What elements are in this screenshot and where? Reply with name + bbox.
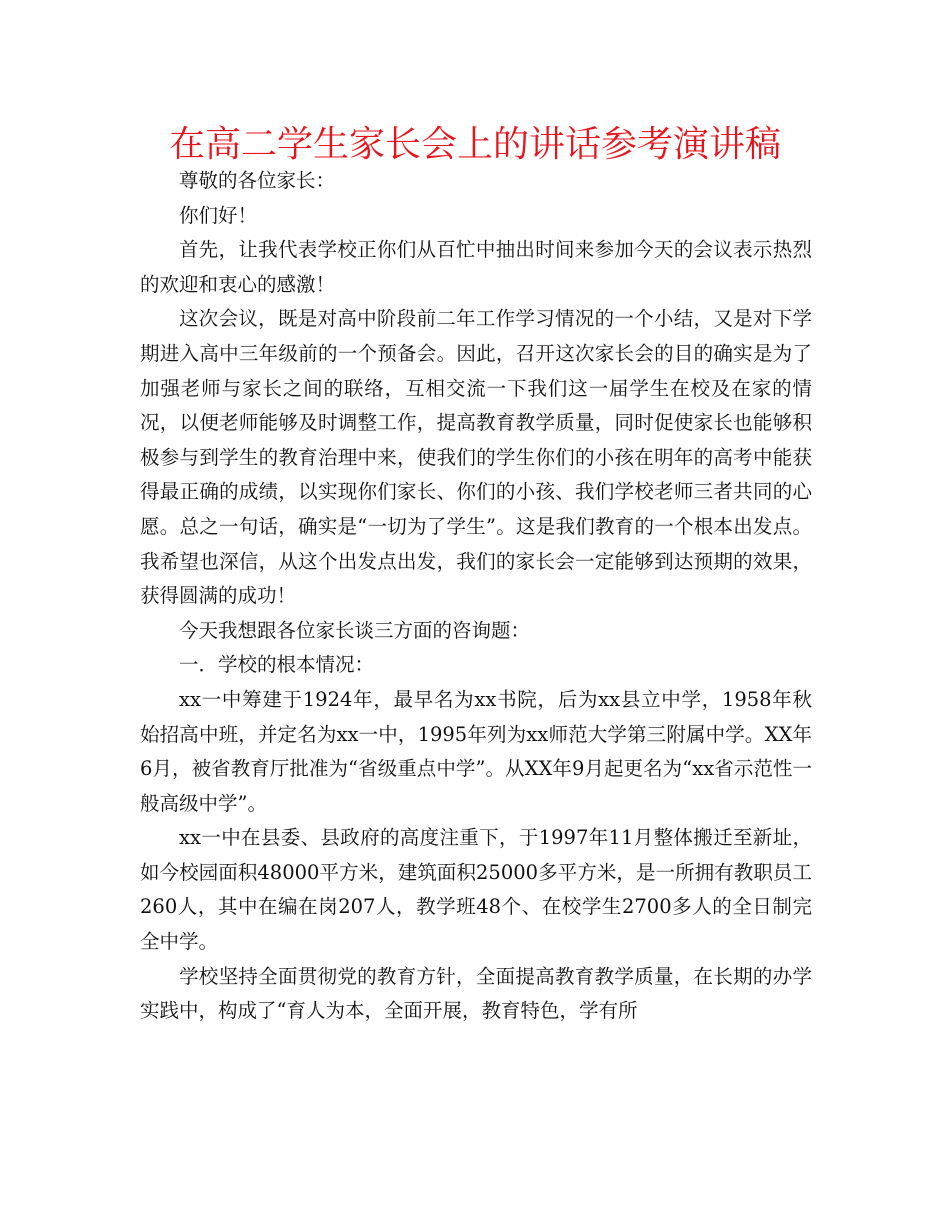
paragraph: xx一中在县委、县政府的高度注重下，于1997年11月整体搬迁至新址，如今校园面积48000平方米，建筑面积25000多平方米，是一所拥有教职员工260人，其中在编在岗207人，教学班48个、在校学生2700多人的全日制完全中学。 [140, 826, 812, 954]
document-title: 在高二学生家长会上的讲话参考演讲稿 [168, 124, 781, 165]
paragraph: 今天我想跟各位家长谈三方面的咨询题： [179, 618, 531, 642]
section-heading: 一．学校的根本情况： [179, 653, 375, 677]
paragraph-salutation: 尊敬的各位家长： [179, 169, 336, 192]
paragraph: 学校坚持全面贯彻党的教育方针，全面提高教育教学质量，在长期的办学实践中，构成了“育人为本，全面开展，教育特色，学有所 [140, 964, 812, 1023]
paragraph-greeting: 你们好！ [179, 203, 258, 227]
paragraph: 这次会议，既是对高中阶段前二年工作学习情况的一个小结，又是对下学期进入高中三年级前的一个预备会。因此，召开这次家长会的目的确实是为了加强老师与家长之间的联络，互相交流一下我们这一届学生在校及在家的情况，以便老师能够及时调整工作，提高教育教学质量，同时促使家长也能够积极参与到学生的教育治理中来，使我们的学生你们的小孩在明年的高考中能获得最正确的成绩，以实现你们家长、你们的小孩、我们学校老师三者共同的心愿。总之一句话，确实是“一切为了学生”。这是我们教育的一个根本出发点。我希望也深信，从这个出发点出发，我们的家长会一定能够到达预期的效果，获得圆满的成功！ [140, 307, 812, 608]
document-body [140, 164, 812, 1029]
paragraph: xx一中筹建于1924年，最早名为xx书院，后为xx县立中学，1958年秋始招高中班，并定名为xx一中，1995年列为xx师范大学第三附属中学。XX年6月，被省教育厅批准为“省级重点中学”。从XX年9月起更名为“xx省示范性一般高级中学”。 [140, 687, 812, 815]
paragraph: 首先，让我代表学校正你们从百忙中抽出时间来参加今天的会议表示热烈的欢迎和衷心的感激！ [140, 238, 812, 296]
